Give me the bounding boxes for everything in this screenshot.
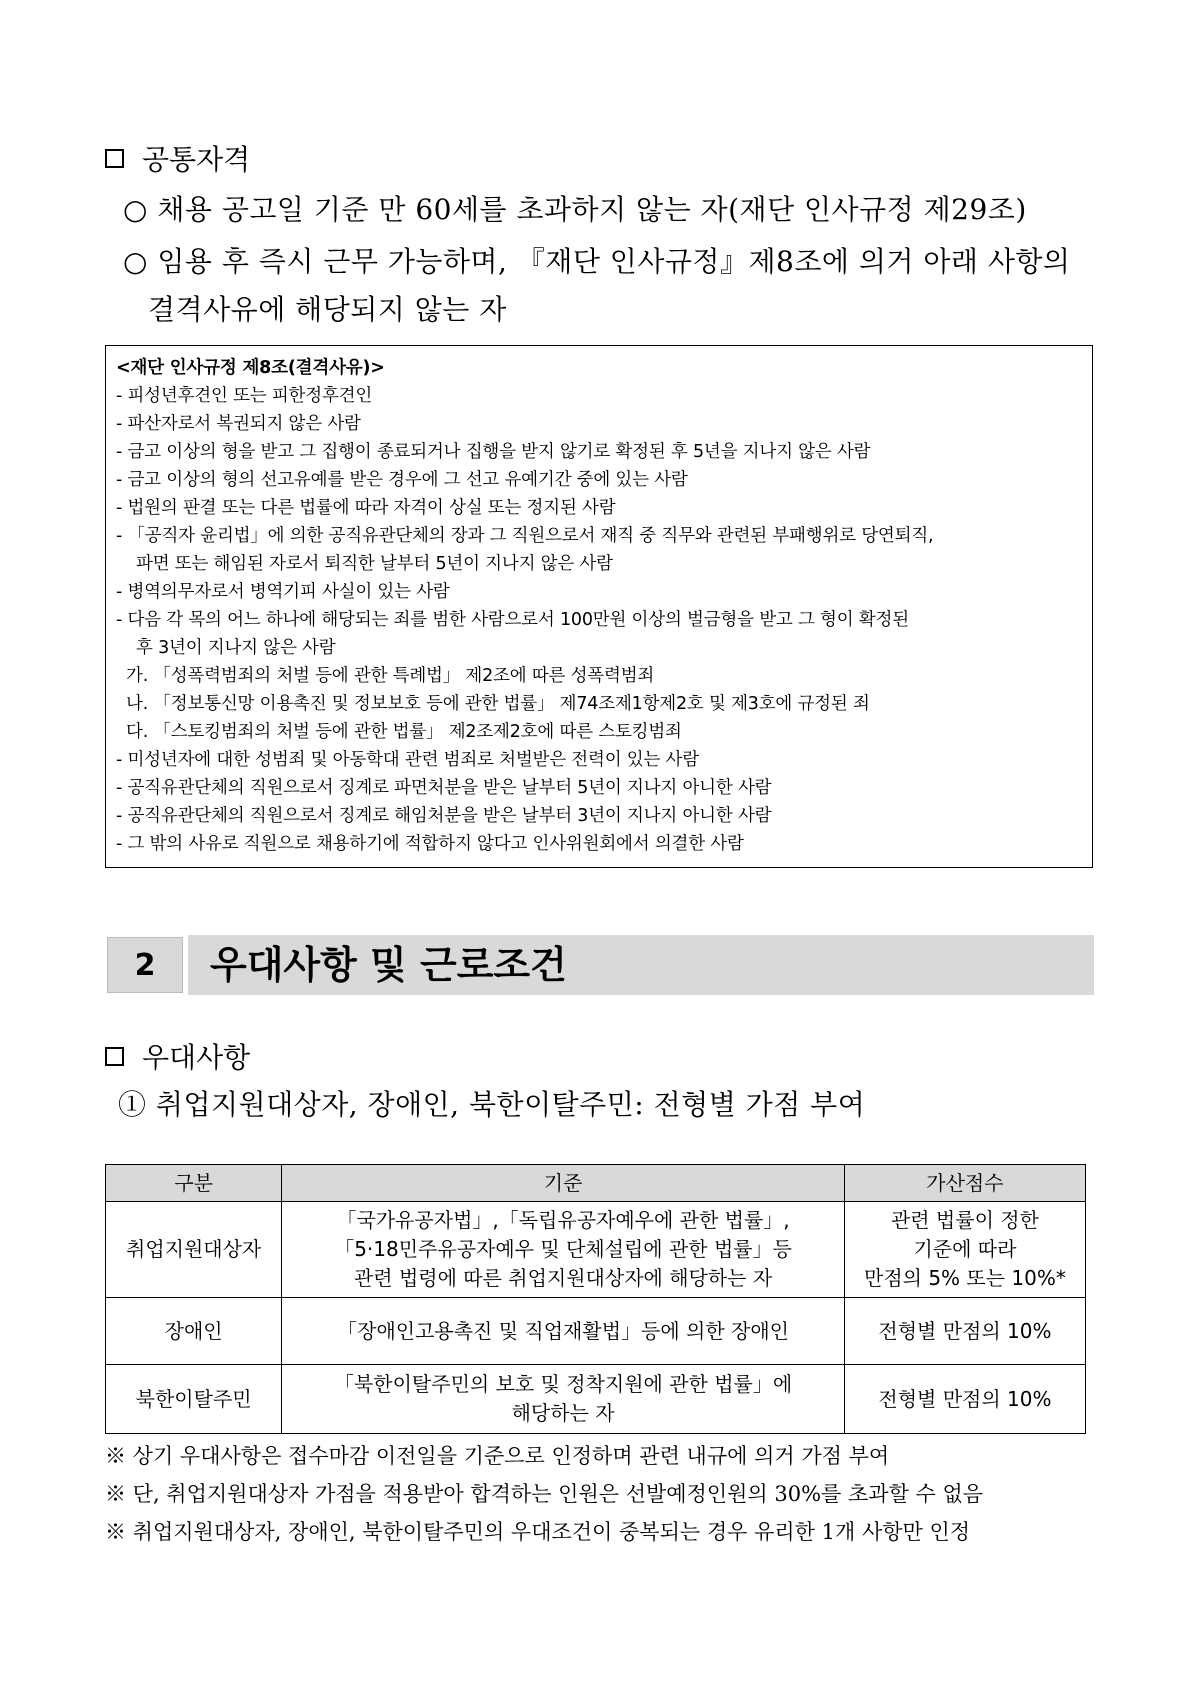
bullet-disqualification [123,240,1070,280]
box-line: - 미성년자에 대한 성범죄 및 아동학대 관련 범죄로 처벌받은 전력이 있는 사람 [116,750,699,770]
box-line: - 그 밖의 사유로 직원으로 채용하기에 적합하지 않다고 인사위원회에서 의결한 사람 [116,834,744,854]
circle-bullet-icon: ○ [123,193,148,226]
note-line: ※ 취업지원대상자, 장애인, 북한이탈주민의 우대조건이 중복되는 경우 유리한 1개 사항만 인정 [105,1520,971,1544]
table-header-row [106,1165,1086,1202]
table-row [106,1365,1086,1434]
bullet-text: 임용 후 즉시 근무 가능하며, 『재단 인사규정』제8조에 의거 아래 사항의 [157,245,1071,278]
table-header: 구분 [106,1165,282,1202]
cell-line: 전형별 만점의 10% [878,1386,1052,1411]
cell-line: 「국가유공자법」,「독립유공자예우에 관한 법률」, [336,1208,790,1232]
box-line: - 피성년후견인 또는 피한정후견인 [116,386,373,406]
box-line: - 공직유관단체의 직원으로서 징계로 해임처분을 받은 날부터 3년이 지나지 아니한 사람 [116,806,772,826]
section-header-title: 우대사항 및 근로조건 [188,935,1094,995]
cell-line: 관련 법률이 정한 [890,1208,1039,1232]
box-subitem: 다. 「스토킹범죄의 처벌 등에 관한 법률」 제2조제2호에 따른 스토킹범죄 [126,722,682,742]
table-cell-category: 북한이탈주민 [106,1365,282,1434]
cell-line: 「5·18민주유공자예우 및 단체설립에 관한 법률」등 [334,1237,792,1261]
cell-line: 「북한이탈주민의 보호 및 정착지원에 관한 법률」에 [333,1372,793,1396]
box-line: - 「공직자 윤리법」에 의한 공직유관단체의 장과 그 직원으로서 재직 중 직무와 관련된 부패행위로 당연퇴직, [116,526,934,546]
checkbox-icon [105,149,124,168]
disqualification-box [105,345,1093,868]
table-header: 가산점수 [844,1165,1085,1202]
note-line: ※ 상기 우대사항은 접수마감 이전일을 기준으로 인정하며 관련 내규에 의거 가점 부여 [105,1444,890,1468]
section-title: 공통자격 [142,143,251,176]
box-line: - 금고 이상의 형을 받고 그 집행이 종료되거나 집행을 받지 않기로 확정된 후 5년을 지나지 않은 사람 [116,442,871,462]
preference-table [105,1164,1086,1434]
box-line: - 병역의무자로서 병역기피 사실이 있는 사람 [116,582,450,602]
box-line: 후 3년이 지나지 않은 사람 [136,638,336,658]
cell-line: 관련 법령에 따른 취업지원대상자에 해당하는 자 [353,1266,773,1290]
checkbox-icon [105,1047,124,1066]
section-title: 우대사항 [142,1041,251,1074]
cell-line: 「장애인고용촉진 및 직업재활법」등에 의한 장애인 [337,1318,789,1343]
box-title: <재단 인사규정 제8조(결격사유)> [116,358,385,378]
box-line: - 금고 이상의 형의 선고유예를 받은 경우에 그 선고 유예기간 중에 있는 사람 [116,470,688,490]
cell-line: 만점의 5% 또는 10%* [864,1266,1066,1290]
table-cell-points [844,1298,1085,1365]
cell-line: 해당하는 자 [511,1401,615,1425]
table-row [106,1298,1086,1365]
table-cell-category: 취업지원대상자 [106,1202,282,1298]
table-cell-points [844,1365,1085,1434]
table-header: 기준 [282,1165,845,1202]
circle-bullet-icon: ○ [123,245,148,278]
bullet-text: 결격사유에 해당되지 않는 자 [148,293,507,326]
bullet-age-limit [123,188,1027,228]
box-line: - 다음 각 목의 어느 하나에 해당되는 죄를 범한 사람으로서 100만원 이상의 벌금형을 받고 그 형이 확정된 [116,610,909,630]
box-line: 파면 또는 해임된 자로서 퇴직한 날부터 5년이 지나지 않은 사람 [136,554,613,574]
note-line: ※ 단, 취업지원대상자 가점을 적용받아 합격하는 인원은 선발예정인원의 30%를 초과할 수 없음 [105,1482,984,1506]
box-subitem: 가. 「성폭력범죄의 처벌 등에 관한 특례법」 제2조에 따른 성폭력범죄 [126,666,655,686]
table-row [106,1202,1086,1298]
cell-line: 기준에 따라 [913,1237,1017,1261]
section-preference [105,1036,250,1076]
preference-item: ① 취업지원대상자, 장애인, 북한이탈주민: 전형별 가점 부여 [118,1088,866,1121]
table-cell-category: 장애인 [106,1298,282,1365]
cell-line: 전형별 만점의 10% [878,1318,1052,1343]
table-cell-points [844,1202,1085,1298]
bullet-continuation [148,288,507,328]
table-cell-criteria [282,1298,845,1365]
table-cell-criteria [282,1365,845,1434]
box-line: - 파산자로서 복권되지 않은 사람 [116,414,361,434]
box-subitem: 나. 「정보통신망 이용촉진 및 정보보호 등에 관한 법률」 제74조제1항제2호 및 제3호에 규정된 죄 [126,694,870,714]
box-line: - 법원의 판결 또는 다른 법률에 따라 자격이 상실 또는 정지된 사람 [116,498,616,518]
box-line: - 공직유관단체의 직원으로서 징계로 파면처분을 받은 날부터 5년이 지나지 아니한 사람 [116,778,772,798]
table-cell-criteria [282,1202,845,1298]
section-common-qualification [105,138,250,178]
section-number: 2 [107,937,183,993]
bullet-text: 채용 공고일 기준 만 60세를 초과하지 않는 자(재단 인사규정 제29조) [157,193,1027,226]
